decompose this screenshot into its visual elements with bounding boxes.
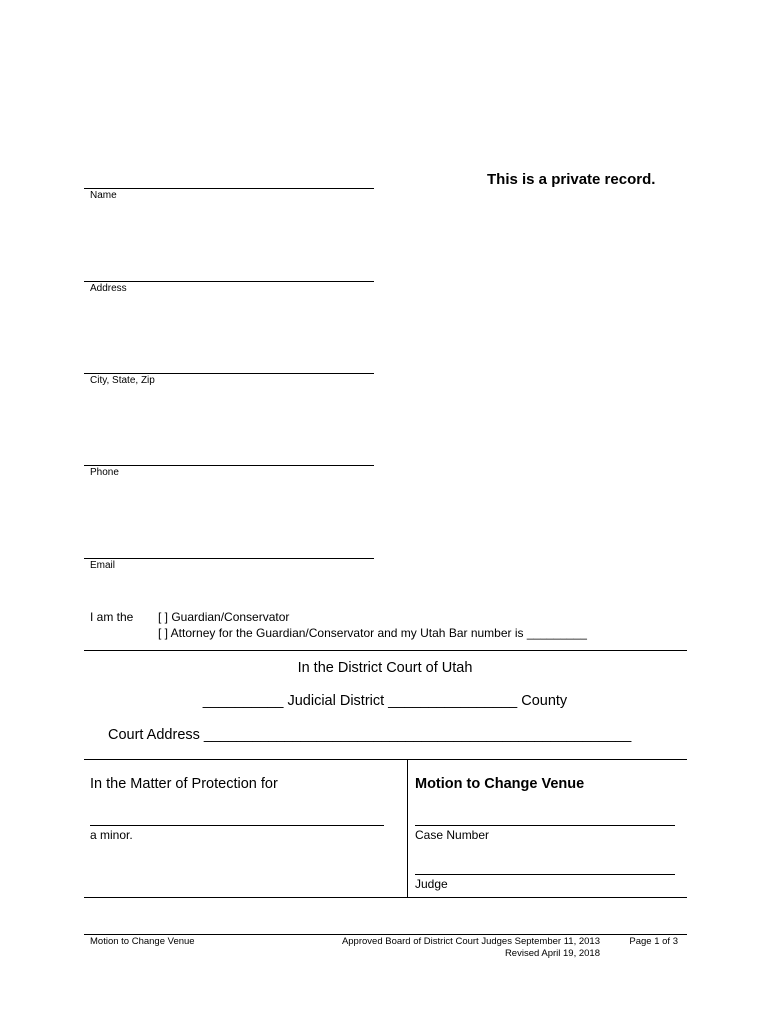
city-state-zip-label: City, State, Zip [90,375,155,386]
caption-top-border [84,759,687,760]
judge-label: Judge [415,877,448,891]
case-number-label: Case Number [415,828,490,842]
address-label: Address [90,283,127,294]
name-label: Name [90,190,117,201]
court-title: In the District Court of Utah [297,660,473,676]
motion-title: Motion to Change Venue [415,776,585,792]
private-record-notice: This is a private record. [487,171,656,188]
judicial-district-line[interactable]: __________ Judicial District ________________ County [202,693,568,709]
section-divider [84,650,687,651]
attorney-checkbox-option[interactable]: [ ] Attorney for the Guardian/Conservator and my Utah Bar number is _________ [158,626,587,640]
name-field-line[interactable] [84,188,374,189]
matter-of-protection-label: In the Matter of Protection for [90,776,278,792]
footer-approval [290,936,600,960]
phone-field-line[interactable] [84,465,374,466]
phone-label: Phone [90,467,119,478]
footer-approved-date: Approved Board of District Court Judges September 11, 2013 [341,936,600,947]
caption-bottom-border [84,897,687,898]
footer-revised-date: Revised April 19, 2018 [504,948,600,959]
minor-name-field-line[interactable] [90,825,384,826]
case-number-field-line[interactable] [415,825,675,826]
i-am-the-label: I am the [90,610,134,624]
footer-form-name: Motion to Change Venue [90,936,195,947]
caption-divider [407,759,408,897]
city-state-zip-field-line[interactable] [84,373,374,374]
judge-field-line[interactable] [415,874,675,875]
court-address-line[interactable]: Court Address _____________________________________________________ [108,727,632,743]
guardian-checkbox-option[interactable]: [ ] Guardian/Conservator [158,610,290,624]
address-field-line[interactable] [84,281,374,282]
email-field-line[interactable] [84,558,374,559]
minor-label: a minor. [90,828,133,842]
footer-page-number: Page 1 of 3 [629,936,678,947]
email-label: Email [90,560,116,571]
footer-rule [84,934,687,935]
